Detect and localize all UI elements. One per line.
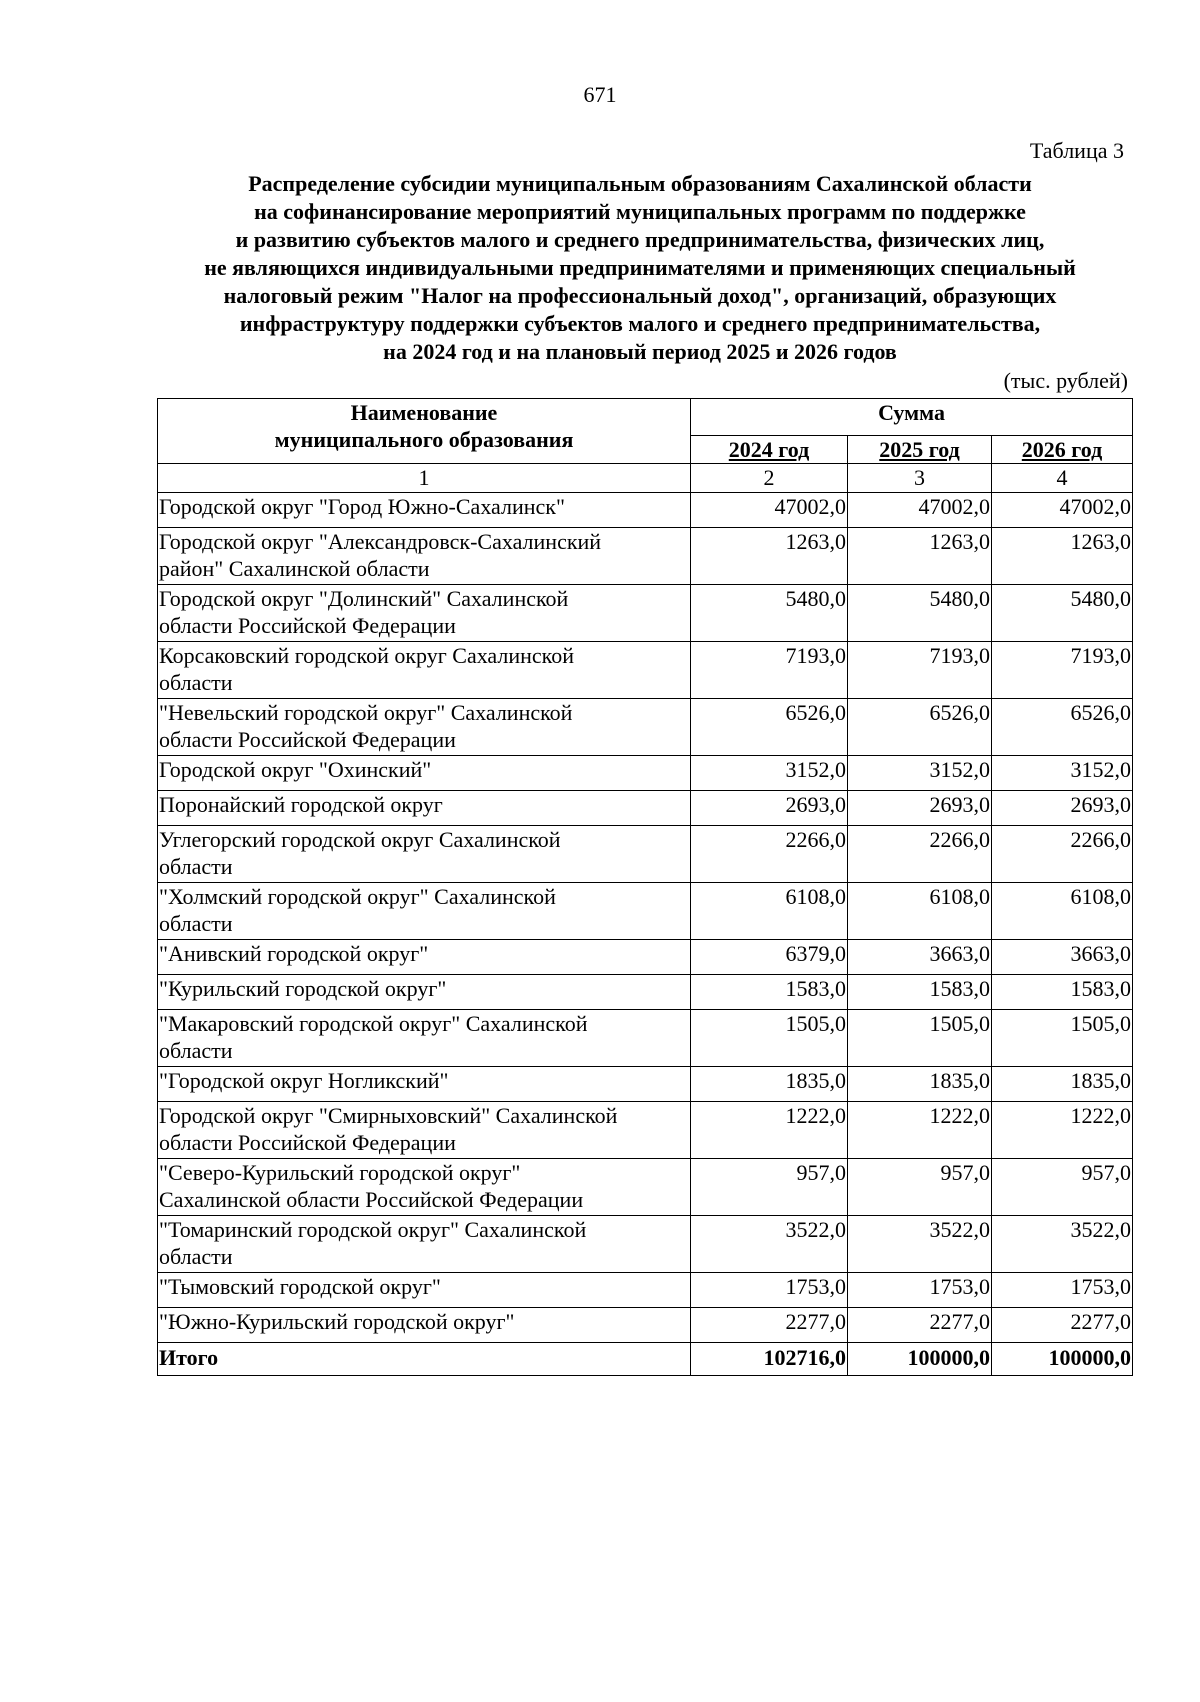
municipality-name-line: Городской округ "Город Южно-Сахалинск" xyxy=(159,494,565,519)
amount-2025: 3522,0 xyxy=(848,1216,992,1273)
title-line: не являющихся индивидуальными предпринимателями и применяющих специальный xyxy=(204,255,1076,280)
column-number: 1 xyxy=(158,464,691,493)
header-sum: Сумма xyxy=(691,399,1133,436)
municipality-name-line: "Северо-Курильский городской округ" xyxy=(159,1160,521,1185)
amount-2025: 2693,0 xyxy=(848,791,992,826)
municipality-name xyxy=(158,528,691,585)
table-row xyxy=(158,1010,1133,1067)
amount-2025: 2266,0 xyxy=(848,826,992,883)
amount-2026: 2693,0 xyxy=(992,791,1133,826)
municipality-name-line: Поронайский городской округ xyxy=(159,792,443,817)
amount-2026: 2277,0 xyxy=(992,1308,1133,1343)
amount-2024: 1583,0 xyxy=(691,975,848,1010)
amount-2026: 3663,0 xyxy=(992,940,1133,975)
amount-2026: 5480,0 xyxy=(992,585,1133,642)
title-line: на софинансирование мероприятий муниципальных программ по поддержке xyxy=(254,199,1026,224)
municipality-name-line: области xyxy=(159,1038,233,1063)
table-row xyxy=(158,1102,1133,1159)
total-2026: 100000,0 xyxy=(992,1343,1133,1376)
municipality-name xyxy=(158,642,691,699)
amount-2024: 6108,0 xyxy=(691,883,848,940)
amount-2025: 3663,0 xyxy=(848,940,992,975)
municipality-name xyxy=(158,1273,691,1308)
amount-2025: 6526,0 xyxy=(848,699,992,756)
municipality-name xyxy=(158,756,691,791)
header-name-line: Наименование xyxy=(350,400,498,425)
table-row xyxy=(158,756,1133,791)
amount-2026: 47002,0 xyxy=(992,493,1133,528)
title-line: налоговый режим "Налог на профессиональный доход", организаций, образующих xyxy=(223,283,1057,308)
header-year-2024: 2024 год xyxy=(691,436,848,464)
municipality-name-line: Городской округ "Охинский" xyxy=(159,757,432,782)
table-row xyxy=(158,791,1133,826)
municipality-name-line: области xyxy=(159,670,233,695)
amount-2025: 6108,0 xyxy=(848,883,992,940)
municipality-name-line: "Южно-Курильский городской округ" xyxy=(159,1309,515,1334)
municipality-name xyxy=(158,826,691,883)
table-row xyxy=(158,975,1133,1010)
amount-2026: 1835,0 xyxy=(992,1067,1133,1102)
amount-2024: 3152,0 xyxy=(691,756,848,791)
municipality-name-line: район" Сахалинской области xyxy=(159,556,430,581)
amount-2026: 3152,0 xyxy=(992,756,1133,791)
amount-2025: 7193,0 xyxy=(848,642,992,699)
table-row xyxy=(158,642,1133,699)
municipality-name xyxy=(158,791,691,826)
units-label: (тыс. рублей) xyxy=(1003,368,1128,393)
municipality-name-line: области xyxy=(159,911,233,936)
table-row xyxy=(158,1308,1133,1343)
title-line: инфраструктуру поддержки субъектов малого и среднего предпринимательства, xyxy=(239,311,1041,336)
subsidy-table xyxy=(157,398,1133,1376)
total-label: Итого xyxy=(158,1343,691,1376)
amount-2025: 1263,0 xyxy=(848,528,992,585)
amount-2024: 47002,0 xyxy=(691,493,848,528)
table-row xyxy=(158,1067,1133,1102)
amount-2024: 1222,0 xyxy=(691,1102,848,1159)
amount-2024: 7193,0 xyxy=(691,642,848,699)
municipality-name-line: Городской округ "Долинский" Сахалинской xyxy=(159,586,569,611)
amount-2024: 957,0 xyxy=(691,1159,848,1216)
amount-2025: 3152,0 xyxy=(848,756,992,791)
municipality-name-line: Городской округ "Александровск-Сахалинский xyxy=(159,529,602,554)
amount-2024: 1505,0 xyxy=(691,1010,848,1067)
municipality-name xyxy=(158,883,691,940)
title-line: Распределение субсидии муниципальным образованиям Сахалинской области xyxy=(248,171,1032,196)
municipality-name xyxy=(158,1010,691,1067)
municipality-name xyxy=(158,699,691,756)
amount-2024: 5480,0 xyxy=(691,585,848,642)
municipality-name-line: "Курильский городской округ" xyxy=(159,976,447,1001)
municipality-name-line: Корсаковский городской округ Сахалинской xyxy=(159,643,575,668)
municipality-name xyxy=(158,585,691,642)
header-year-2026: 2026 год xyxy=(992,436,1133,464)
amount-2024: 3522,0 xyxy=(691,1216,848,1273)
amount-2024: 2277,0 xyxy=(691,1308,848,1343)
table-row xyxy=(158,1159,1133,1216)
municipality-name-line: области Российской Федерации xyxy=(159,1130,456,1155)
municipality-name xyxy=(158,1216,691,1273)
amount-2025: 5480,0 xyxy=(848,585,992,642)
title-line: на 2024 год и на плановый период 2025 и 2026 годов xyxy=(383,339,897,364)
amount-2025: 1505,0 xyxy=(848,1010,992,1067)
table-body xyxy=(158,493,1133,1343)
table-row xyxy=(158,699,1133,756)
amount-2024: 1263,0 xyxy=(691,528,848,585)
amount-2026: 7193,0 xyxy=(992,642,1133,699)
municipality-name-line: области Российской Федерации xyxy=(159,613,456,638)
amount-2026: 1222,0 xyxy=(992,1102,1133,1159)
page-number: 671 xyxy=(583,82,617,107)
table-row xyxy=(158,940,1133,975)
amount-2026: 1753,0 xyxy=(992,1273,1133,1308)
municipality-name xyxy=(158,1067,691,1102)
amount-2025: 1222,0 xyxy=(848,1102,992,1159)
municipality-name-line: "Тымовский городской округ" xyxy=(159,1274,441,1299)
municipality-name xyxy=(158,1159,691,1216)
table-row xyxy=(158,528,1133,585)
column-number: 2 xyxy=(691,464,848,493)
municipality-name-line: области xyxy=(159,1244,233,1269)
table-row xyxy=(158,883,1133,940)
header-municipality xyxy=(158,399,691,464)
amount-2026: 6108,0 xyxy=(992,883,1133,940)
amount-2026: 3522,0 xyxy=(992,1216,1133,1273)
header-year-2025: 2025 год xyxy=(848,436,992,464)
total-2024: 102716,0 xyxy=(691,1343,848,1376)
column-number: 3 xyxy=(848,464,992,493)
amount-2024: 1753,0 xyxy=(691,1273,848,1308)
total-2025: 100000,0 xyxy=(848,1343,992,1376)
table-row xyxy=(158,493,1133,528)
amount-2025: 47002,0 xyxy=(848,493,992,528)
municipality-name-line: "Холмский городской округ" Сахалинской xyxy=(159,884,556,909)
amount-2024: 1835,0 xyxy=(691,1067,848,1102)
table-label: Таблица 3 xyxy=(1029,138,1124,163)
title-line: и развитию субъектов малого и среднего предпринимательства, физических лиц, xyxy=(235,227,1045,252)
municipality-name xyxy=(158,975,691,1010)
municipality-name-line: области Российской Федерации xyxy=(159,727,456,752)
header-name-line: муниципального образования xyxy=(274,427,574,452)
amount-2026: 2266,0 xyxy=(992,826,1133,883)
municipality-name xyxy=(158,940,691,975)
amount-2024: 2266,0 xyxy=(691,826,848,883)
amount-2024: 2693,0 xyxy=(691,791,848,826)
table-row xyxy=(158,585,1133,642)
municipality-name xyxy=(158,1102,691,1159)
amount-2026: 957,0 xyxy=(992,1159,1133,1216)
table-row xyxy=(158,1273,1133,1308)
municipality-name-line: "Макаровский городской округ" Сахалинской xyxy=(159,1011,588,1036)
municipality-name-line: "Невельский городской округ" Сахалинской xyxy=(159,700,573,725)
municipality-name xyxy=(158,493,691,528)
amount-2025: 1583,0 xyxy=(848,975,992,1010)
municipality-name-line: "Городской округ Ногликский" xyxy=(159,1068,449,1093)
municipality-name-line: Городской округ "Смирныховский" Сахалинской xyxy=(159,1103,618,1128)
amount-2025: 2277,0 xyxy=(848,1308,992,1343)
amount-2025: 1835,0 xyxy=(848,1067,992,1102)
total-row xyxy=(158,1343,1133,1376)
amount-2026: 6526,0 xyxy=(992,699,1133,756)
table-row xyxy=(158,826,1133,883)
table-row xyxy=(158,1216,1133,1273)
amount-2024: 6379,0 xyxy=(691,940,848,975)
municipality-name-line: области xyxy=(159,854,233,879)
amount-2025: 957,0 xyxy=(848,1159,992,1216)
document-title xyxy=(150,170,1130,366)
municipality-name-line: Сахалинской области Российской Федерации xyxy=(159,1187,584,1212)
amount-2025: 1753,0 xyxy=(848,1273,992,1308)
column-number: 4 xyxy=(992,464,1133,493)
amount-2026: 1263,0 xyxy=(992,528,1133,585)
municipality-name-line: "Анивский городской округ" xyxy=(159,941,429,966)
amount-2024: 6526,0 xyxy=(691,699,848,756)
municipality-name xyxy=(158,1308,691,1343)
amount-2026: 1583,0 xyxy=(992,975,1133,1010)
municipality-name-line: "Томаринский городской округ" Сахалинской xyxy=(159,1217,587,1242)
amount-2026: 1505,0 xyxy=(992,1010,1133,1067)
municipality-name-line: Углегорский городской округ Сахалинской xyxy=(159,827,561,852)
